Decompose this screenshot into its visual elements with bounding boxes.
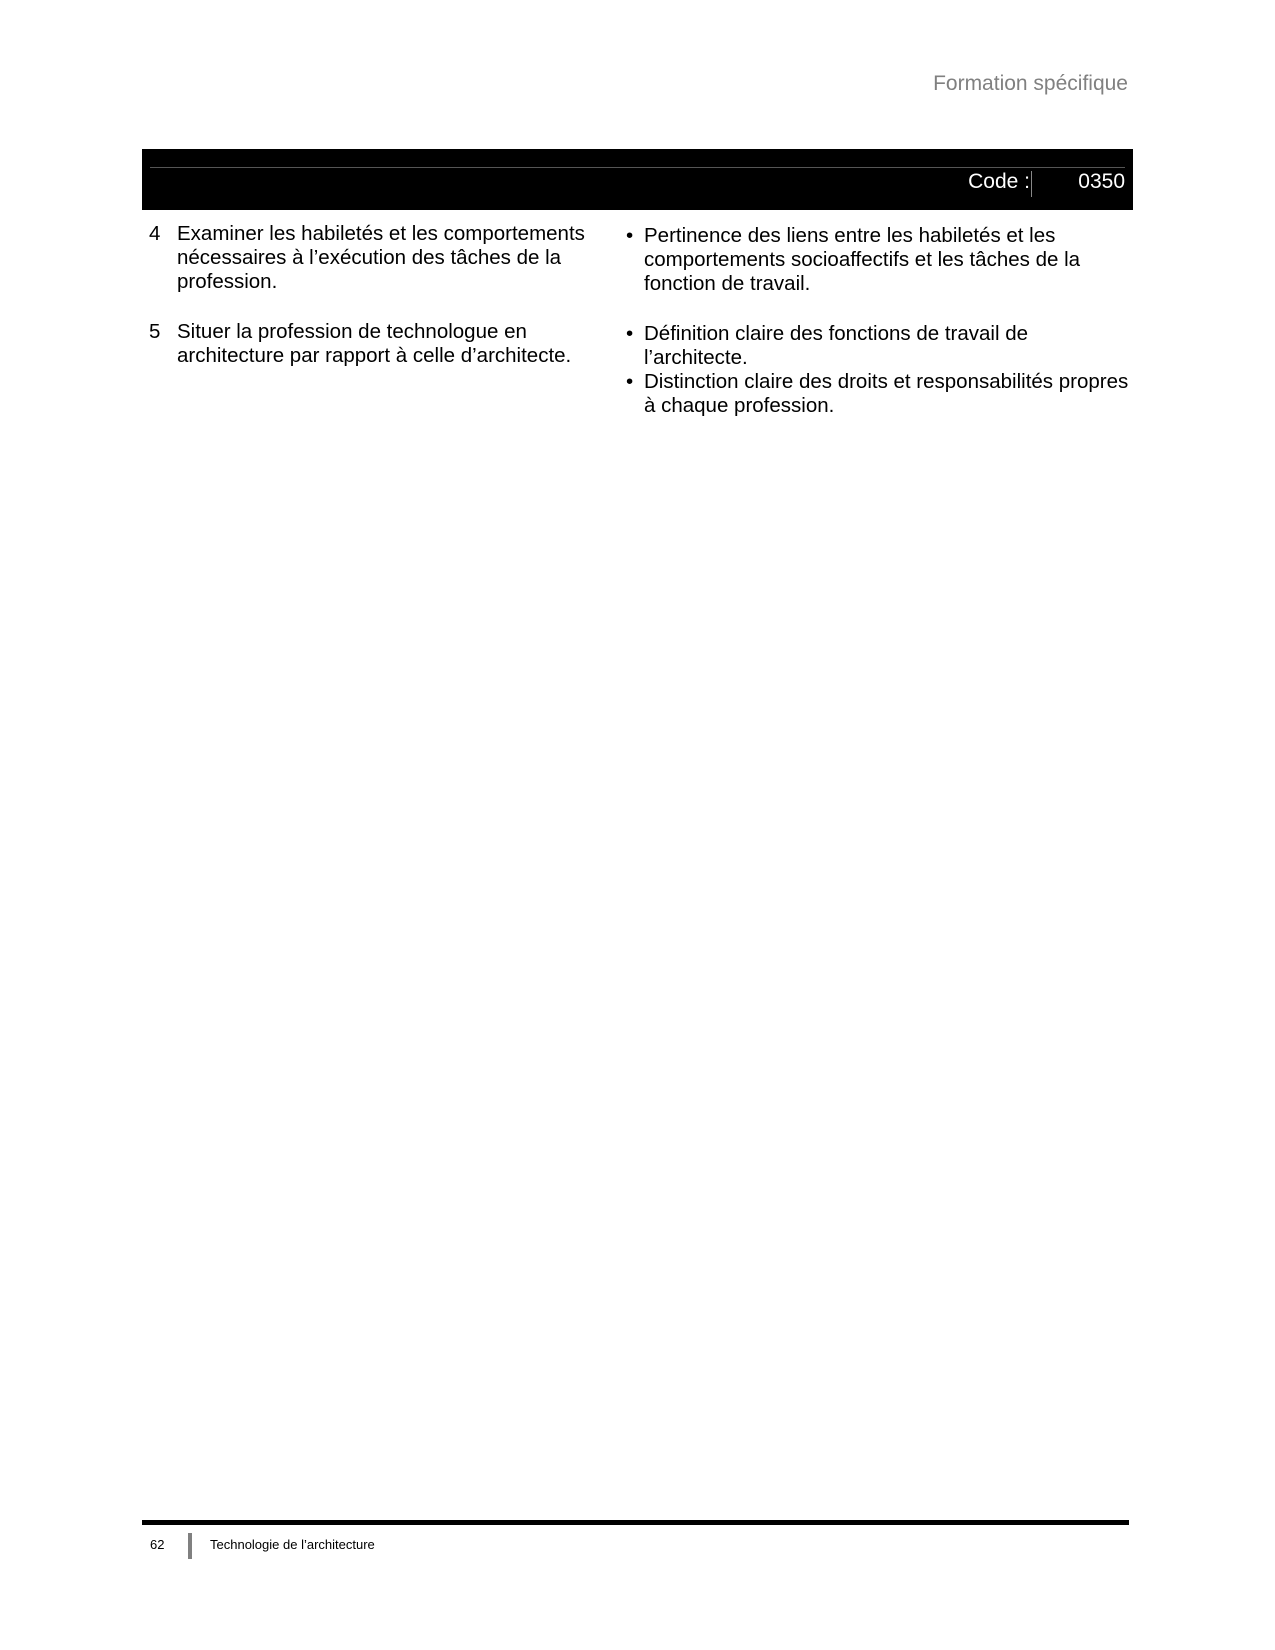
list-item: [620, 224, 1133, 296]
element-number: 5: [149, 320, 161, 343]
table-row: [142, 222, 1133, 296]
footer-rule: [142, 1520, 1129, 1525]
element-text: Examiner les habiletés et les comportements nécessaires à l’exécution des tâches de la profession.: [177, 222, 585, 293]
element-text: Situer la profession de technologue en architecture par rapport à celle d’architecte.: [177, 320, 572, 367]
code-bar-rule: [150, 167, 1125, 168]
list-item: [620, 370, 1133, 418]
criteria-list: [620, 320, 1133, 418]
bullet-icon: •: [626, 224, 634, 247]
criteria-list: [620, 222, 1133, 296]
code-label: Code :: [968, 170, 1030, 193]
element-cell: [142, 320, 620, 418]
element-cell: [142, 222, 620, 296]
footer-separator: [188, 1533, 192, 1559]
bullet-icon: •: [626, 370, 634, 393]
criterion-text: Distinction claire des droits et responsabilités propres à chaque profession.: [644, 370, 1129, 417]
competency-table: [142, 222, 1133, 418]
criterion-text: Définition claire des fonctions de travail de l’architecte.: [644, 322, 1029, 369]
page-number: 62: [150, 1537, 165, 1552]
list-item: [620, 322, 1133, 370]
code-separator: [1031, 171, 1032, 197]
element-number: 4: [149, 222, 161, 245]
table-row: [142, 320, 1133, 418]
code-value: 0350: [1078, 170, 1125, 193]
criterion-text: Pertinence des liens entre les habiletés et les comportements socioaffectifs et les tâches de la fonction de travail.: [644, 224, 1081, 295]
code-bar: [142, 149, 1133, 210]
document-title: Technologie de l’architecture: [210, 1537, 375, 1552]
running-header: Formation spécifique: [933, 72, 1128, 95]
bullet-icon: •: [626, 322, 634, 345]
